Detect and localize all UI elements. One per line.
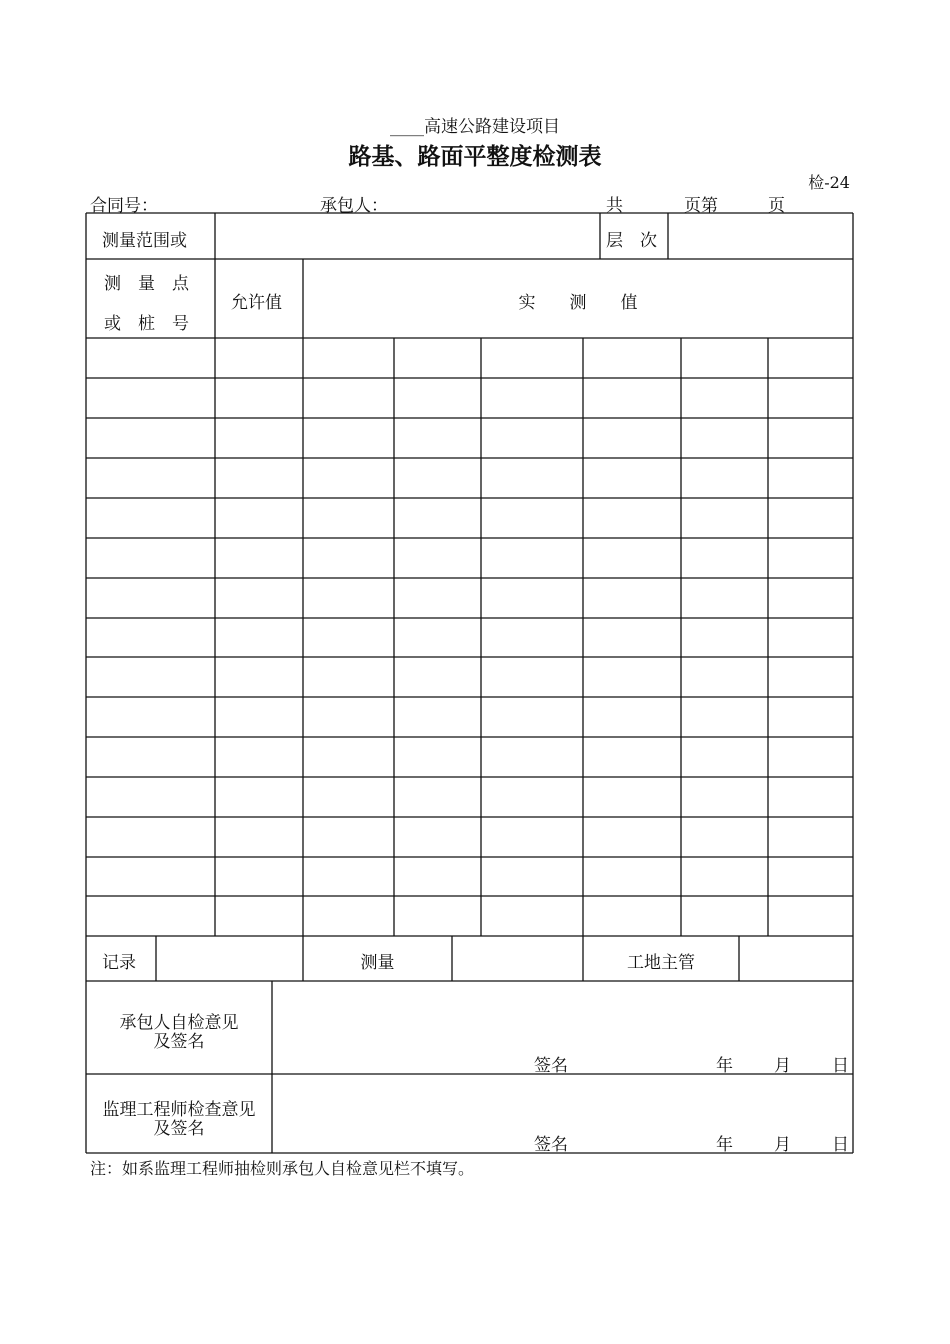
contractor-month-label: 月 — [774, 1056, 791, 1076]
engineer-day-label: 日 — [832, 1135, 849, 1155]
form-number: 检-24 — [808, 173, 850, 192]
total-pages-label: 共 — [606, 196, 623, 216]
contractor-sign-label: 及签名 — [153, 1032, 205, 1052]
allowed-value-label: 允许值 — [231, 293, 282, 313]
engineer-signature-label: 签名 — [534, 1135, 568, 1155]
footnote: 注：如系监理工程师抽检则承包人自检意见栏不填写。 — [90, 1159, 475, 1178]
engineer-month-label: 月 — [774, 1135, 791, 1155]
measure-label: 测量 — [360, 953, 395, 973]
record-label: 记录 — [102, 953, 136, 973]
contractor-signature-label: 签名 — [534, 1056, 568, 1076]
contractor-day-label: 日 — [832, 1056, 849, 1076]
measured-value-label: 实 测 值 — [518, 293, 638, 313]
engineer-sign-label: 及签名 — [153, 1119, 205, 1139]
page-end-label: 页 — [768, 196, 785, 216]
contractor-opinion-label: 承包人自检意见 — [119, 1013, 239, 1033]
engineer-year-label: 年 — [716, 1135, 733, 1155]
contract-number-label: 合同号： — [90, 196, 158, 216]
measure-range-label: 测量范围或 — [102, 231, 187, 251]
form-title: 路基、路面平整度检测表 — [348, 143, 602, 170]
contractor-year-label: 年 — [716, 1056, 733, 1076]
station-number-label: 或 桩 号 — [104, 314, 189, 334]
page-number-label: 页第 — [684, 196, 718, 216]
engineer-opinion-label: 监理工程师检查意见 — [102, 1100, 256, 1120]
project-supertitle: ____高速公路建设项目 — [390, 117, 560, 137]
site-supervisor-label: 工地主管 — [627, 953, 695, 973]
layer-label: 层 次 — [606, 231, 657, 251]
contractor-label: 承包人： — [320, 196, 388, 216]
measure-point-label: 测 量 点 — [104, 274, 189, 294]
